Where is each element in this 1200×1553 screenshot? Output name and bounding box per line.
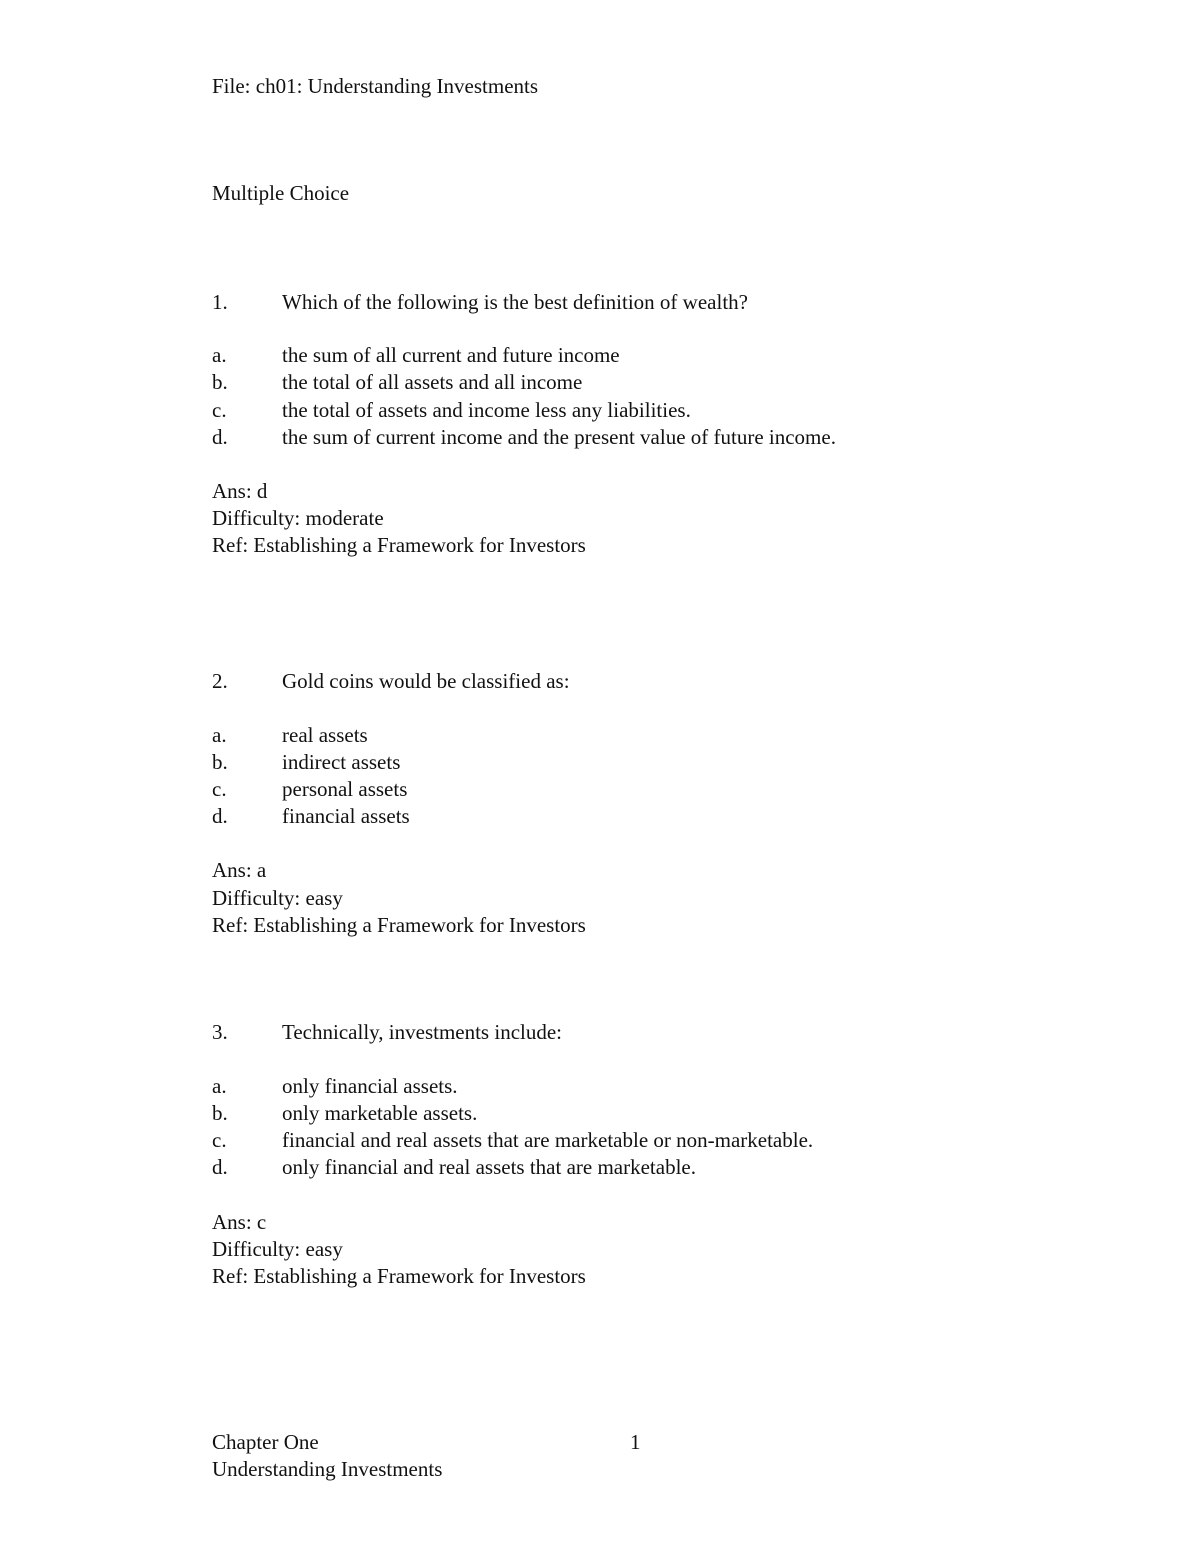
option-text: financial assets [282,804,410,828]
option-text: indirect assets [282,750,401,774]
option-text: real assets [282,723,368,747]
option-text: the total of assets and income less any liabilities. [282,398,691,422]
option-text: financial and real assets that are marketable or non-marketable. [282,1128,814,1152]
option-letter: d. [212,425,228,449]
difficulty: Difficulty: easy [212,1237,343,1261]
option-letter: c. [212,398,227,422]
page-number: 1 [630,1430,641,1454]
section-title: Multiple Choice [212,181,350,205]
question-prompt: Technically, investments include: [282,1020,563,1044]
difficulty: Difficulty: easy [212,886,343,910]
answer: Ans: a [212,858,267,882]
option-letter: c. [212,1128,227,1152]
option-letter: d. [212,1155,228,1179]
reference: Ref: Establishing a Framework for Investors [212,913,586,937]
option-text: only financial and real assets that are marketable. [282,1155,696,1179]
option-text: only financial assets. [282,1074,458,1098]
footer-chapter-title: Understanding Investments [212,1457,443,1481]
reference: Ref: Establishing a Framework for Investors [212,1264,586,1288]
option-text: the total of all assets and all income [282,370,583,394]
question-prompt: Which of the following is the best definition of wealth? [282,290,748,314]
file-title: File: ch01: Understanding Investments [212,74,539,98]
option-letter: d. [212,804,228,828]
question-number: 2. [212,669,228,693]
option-letter: a. [212,1074,227,1098]
answer: Ans: d [212,479,268,503]
difficulty: Difficulty: moderate [212,506,384,530]
option-text: only marketable assets. [282,1101,478,1125]
option-letter: b. [212,1101,228,1125]
option-letter: c. [212,777,227,801]
question-number: 3. [212,1020,228,1044]
option-letter: a. [212,723,227,747]
option-text: personal assets [282,777,408,801]
footer-chapter: Chapter One [212,1430,319,1454]
option-text: the sum of current income and the present value of future income. [282,425,836,449]
reference: Ref: Establishing a Framework for Investors [212,533,586,557]
option-letter: b. [212,750,228,774]
option-text: the sum of all current and future income [282,343,620,367]
question-number: 1. [212,290,228,314]
option-letter: b. [212,370,228,394]
option-letter: a. [212,343,227,367]
question-prompt: Gold coins would be classified as: [282,669,570,693]
answer: Ans: c [212,1210,267,1234]
